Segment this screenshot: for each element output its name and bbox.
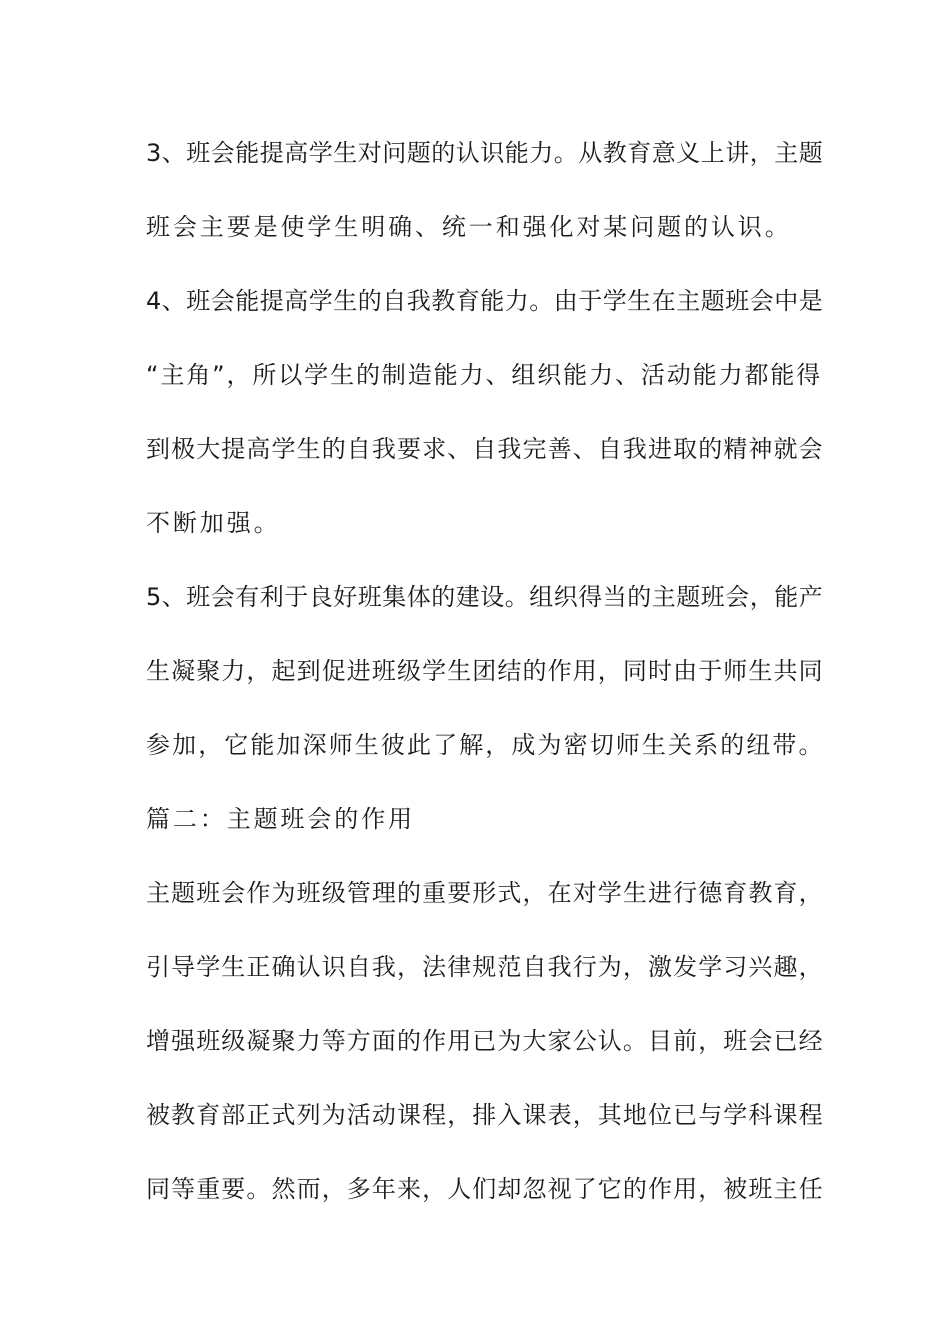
text-line: 到极大提高学生的自我要求、自我完善、自我进取的精神就会 xyxy=(146,435,824,463)
text-line: 班会主要是使学生明确、统一和强化对某问题的认识。 xyxy=(146,213,792,241)
text-line: 5、班会有利于良好班集体的建设。组织得当的主题班会，能产 xyxy=(146,583,824,611)
section-heading: 篇二：主题班会的作用 xyxy=(146,805,415,833)
text-line: 被教育部正式列为活动课程，排入课表，其地位已与学科课程 xyxy=(146,1101,824,1129)
text-line: 生凝聚力，起到促进班级学生团结的作用，同时由于师生共同 xyxy=(146,657,824,685)
text-line: 参加，它能加深师生彼此了解，成为密切师生关系的纽带。 xyxy=(146,731,825,759)
text-line: 不断加强。 xyxy=(146,509,281,537)
text-line: “主角”，所以学生的制造能力、组织能力、活动能力都能得 xyxy=(146,361,823,389)
text-line: 同等重要。然而，多年来，人们却忽视了它的作用，被班主任 xyxy=(146,1175,824,1203)
text-line: 主题班会作为班级管理的重要形式，在对学生进行德育教育， xyxy=(146,879,824,907)
text-line: 引导学生正确认识自我，法律规范自我行为，激发学习兴趣， xyxy=(146,953,824,981)
text-line: 4、班会能提高学生的自我教育能力。由于学生在主题班会中是 xyxy=(146,287,824,315)
text-line: 3、班会能提高学生对问题的认识能力。从教育意义上讲，主题 xyxy=(146,139,824,167)
text-line: 增强班级凝聚力等方面的作用已为大家公认。目前，班会已经 xyxy=(146,1027,824,1055)
